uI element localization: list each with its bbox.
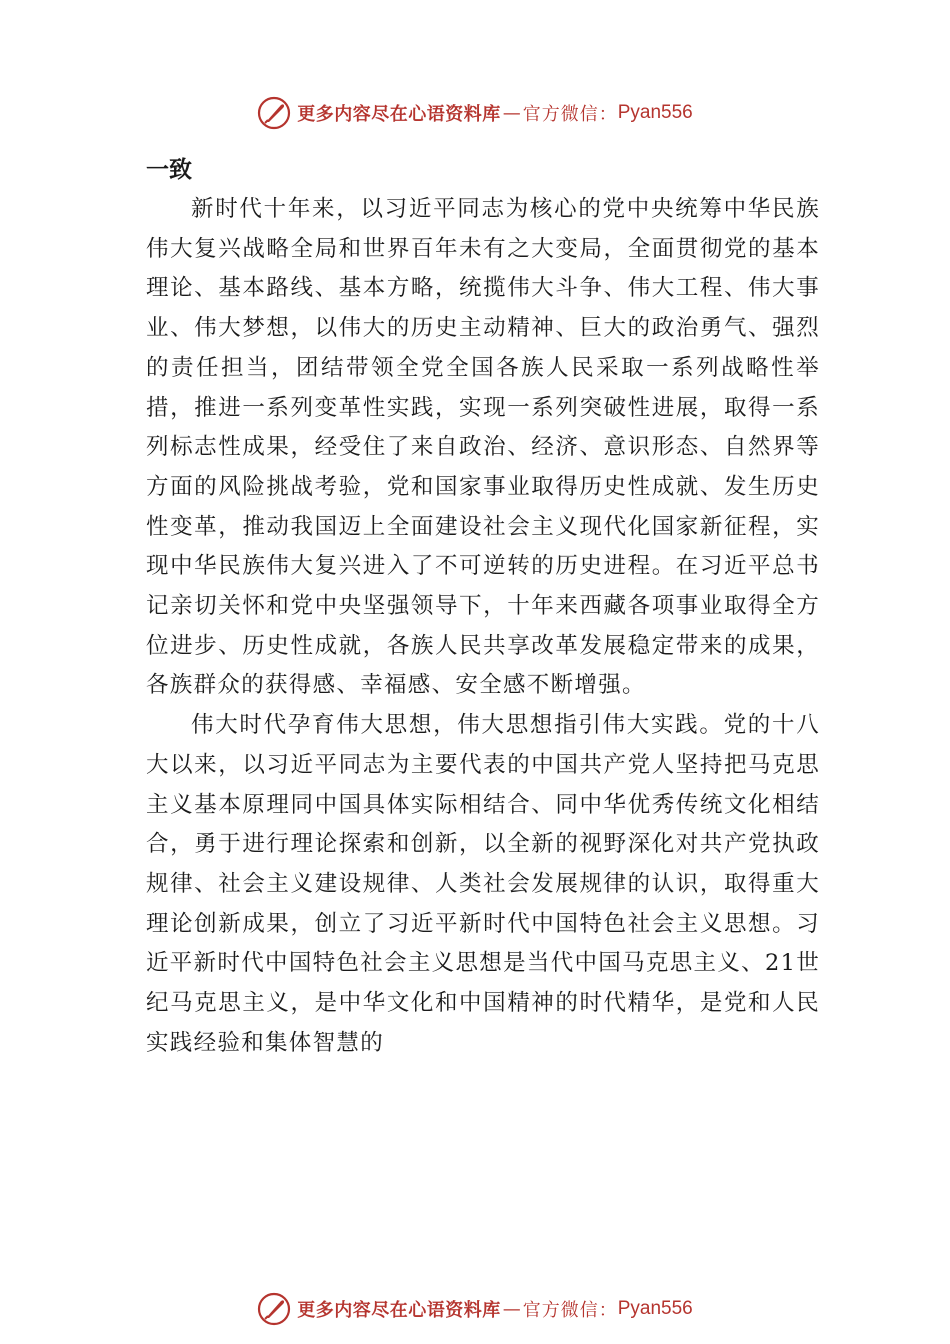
paragraph-1: 新时代十年来，以习近平同志为核心的党中央统筹中华民族伟大复兴战略全局和世界百年未有之大变局，全面贯彻党的基本理论、基本路线、基本方略，统揽伟大斗争、伟大工程、伟大事业、伟大梦想，以伟大的历史主动精神、巨大的政治勇气、强烈的责任担当，团结带领全党全国各族人民采取一系列战略性举措，推进一系列变革性实践，实现一系列突破性进展，取得一系列标志性成果，经受住了来自政治、经济、意识形态、自然界等方面的风险挑战考验，党和国家事业取得历史性成就、发生历史性变革，推动我国迈上全面建设社会主义现代化国家新征程，实现中华民族伟大复兴进入了不可逆转的历史进程。在习近平总书记亲切关怀和党中央坚强领导下，十年来西藏各项事业取得全方位进步、历史性成就，各族人民共享改革发展稳定带来的成果，各族群众的获得感、幸福感、安全感不断增强。 bbox=[146, 196, 820, 699]
banner-separator: — bbox=[502, 102, 521, 124]
banner-site-text: 更多内容尽在心语资料库 bbox=[297, 1300, 501, 1321]
banner-wechat-label: 官方微信： bbox=[522, 1300, 618, 1321]
banner-site-text: 更多内容尽在心语资料库 bbox=[297, 104, 501, 125]
banner-wechat-id: Pyan556 bbox=[617, 1298, 693, 1319]
header-watermark-banner bbox=[0, 93, 950, 133]
banner-separator: — bbox=[502, 1298, 521, 1320]
document-body bbox=[146, 150, 820, 1063]
section-heading: 一致 bbox=[146, 157, 192, 183]
paragraph-2: 伟大时代孕育伟大思想，伟大思想指引伟大实践。党的十八大以来，以习近平同志为主要代表的中国共产党人坚持把马克思主义基本原理同中国具体实际相结合、同中华优秀传统文化相结合，勇于进行理论探索和创新，以全新的视野深化对共产党执政规律、社会主义建设规律、人类社会发展规律的认识，取得重大理论创新成果，创立了习近平新时代中国特色社会主义思想。习近平新时代中国特色社会主义思想是当代中国马克思主义、21世纪马克思主义，是中华文化和中国精神的时代精华，是党和人民实践经验和集体智慧的 bbox=[146, 712, 820, 1056]
banner-wechat-id: Pyan556 bbox=[617, 102, 693, 123]
banner-wechat-label: 官方微信： bbox=[522, 104, 618, 125]
quill-pen-circle-icon bbox=[257, 1292, 291, 1326]
quill-pen-circle-icon bbox=[257, 96, 291, 130]
footer-watermark-banner bbox=[0, 1289, 950, 1329]
